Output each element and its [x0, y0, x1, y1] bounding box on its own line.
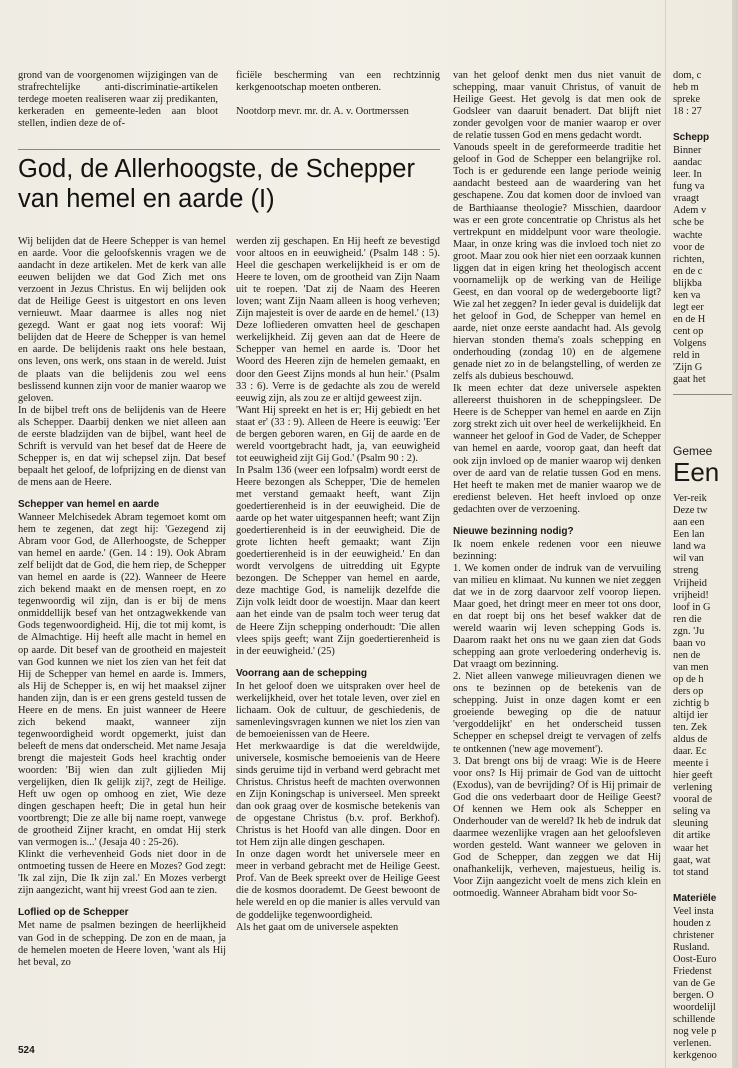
cropped-line: ten. Zek: [673, 722, 708, 734]
paragraph: In Psalm 136 (weer een lofpsalm) wordt eerst de Heere bezongen als Schepper, 'Die de hemelen met verstand gemaakt heeft, want Zijn goedertierenheid is in der eeuwigheid. Die de aarde op het water uitgespannen heeft; want Zijn goedertierenheid is in der eeuwigheid. Die de grote lichten heeft gemaakt; want Zijn goedertierenheid is in der eeuwigheid.' En dan wordt vervolgens de uitredding uit Egypte bezongen. De Schepper van hemel en aarde, deze machtige God, is namelijk dezelfde die Zijn volk leidt door de woestijn. Maar dan keert aan het einde van de psalm toch weer terug dat de Heere Zijn schepping onderhoudt: 'Die allen vlees spijs geeft; want Zijn goedertierenheid is in der eeuwigheid.' (25): [236, 464, 440, 657]
cropped-line: altijd ier: [673, 710, 708, 722]
cropped-line: sleuning: [673, 818, 709, 830]
subheading: Loflied op de Schepper: [18, 907, 129, 919]
paragraph: Ik meen echter dat deze universele aspekten allereerst thuishoren in de scheppingsleer. De Heere is de Schepper van hemel en aarde en Zijn zorg strekt zich uit over heel de werkelijkheid. En wanneer het geloof in God de Vader, de Schepper van hemel en aarde, voorop gaat, dan heeft dat ook zijn invloed op de manier waarop wij denken over de aard van de relatie tussen God en mens. Het heeft te maken met de manier waarop we de eredienst beleven. Het heeft invloed op onze gedachten over de verzoening.: [453, 383, 661, 515]
cropped-line: nog vele p: [673, 1026, 717, 1038]
cropped-line: bergen. O: [673, 990, 714, 1001]
paragraph: Als het gaat om de universele aspekten: [236, 921, 399, 933]
cropped-line: zgn. 'Ju: [673, 625, 705, 637]
article-column-3: [453, 70, 661, 1066]
cropped-line: spreke: [673, 94, 701, 106]
cropped-line: streng: [673, 565, 699, 577]
cropped-line: cent op: [673, 325, 704, 337]
cropped-line: tot stand: [673, 866, 709, 878]
cropped-line: blijkba: [673, 277, 702, 289]
paragraph: Met name de psalmen bezingen de heerlijkheid van God in de schepping. De zon en de maan, ja de hemelen moeten de Heere loven, 'want als Hij het beval, zo: [18, 920, 226, 968]
continued-article-right: [236, 70, 440, 152]
paragraph: 3. Dat brengt ons bij de vraag: Wie is de Heere voor ons? Is Hij primair de God van de uittocht (Exodus), van de bevrijding? Of is Hij primair de God die ons vederbaart door de Heilige Geest? Of kennen we Hem ook als Schepper en Onderhouder van de wereld? Ik heb de indruk dat daarmee wezenlijke vragen aan het geloofsleven worden gesteld. Want wanneer we geloven in God de Schepper, dan zeggen we dat Hij onafhankelijk, verheven, majestueus, heilig is. Voor Zijn aangezicht voelt de mens zich klein en ootmoedig. Wanneer Abraham bidt voor So-: [453, 755, 661, 900]
subheading: Voorrang aan de schepping: [236, 667, 367, 679]
cropped-lines: [673, 906, 733, 1063]
cropped-lines: [673, 145, 733, 386]
subheading: Nieuwe bezinning nodig?: [453, 525, 574, 537]
paragraph: van het geloof denkt men dus niet vanuit de schepping, maar vanuit Christus, of vanuit de Heilige Geest. Het gevolg is dat men ook de Godsleer van daaruit benadert. Dat blijft niet zonder gevolgen voor de manier waarop er over de relatie tussen God en mens gedacht wordt.: [453, 70, 661, 142]
cropped-line: vraagt: [673, 193, 699, 205]
cropped-line: Oost-Euro: [673, 953, 717, 965]
cropped-line: Volgens: [673, 337, 707, 349]
cropped-line: voor de: [673, 241, 705, 253]
page-crop-edge: [732, 0, 738, 1068]
section-label: Gemee: [673, 444, 713, 459]
paragraph: 2. Niet alleen vanwege milieuvragen dienen we ons te bezinnen op de betekenis van de schepping. Juist in onze dagen komt er een groeiende beweging op die de natuur 'vergoddelijkt' en het onderscheid tussen Schepper en schepsel dreigt te vervagen of zelfs te ontkennen ('new age movement').: [453, 671, 661, 755]
cropped-line: richten,: [673, 253, 705, 265]
section-divider: [673, 394, 733, 395]
paragraph: Wanneer Melchisedek Abram tegemoet komt om hem te zegenen, dat zegt hij: 'Gezegend zij Abram voor God, de Allerhoogste, de Schepper van hemel en aarde.' (Gen. 14 : 19). Ook Abram zelf belijdt dat de God, die hem riep, de Schepper van hemel en aarde is (22). Wanneer de Heere zich bekend maakt en de mensen roept, en zo tegenwoordig wil zijn, dan is er bij de mens onmiddellijk besef van het ontzagwekkende van Gods tegenwoordigheid. Hij, die tot mij komt, is de Almachtige. Hij heeft alle macht in hemel en op aarde. Dit besef van de grootheid en majesteit van God kunnen we niet los zien van het feit dat Hij de Schepper van hemel en aarde is. Immers, als Hij de Schepper is, en wij het maaksel zijner handen zijn, dan is er een grens gesteld tussen de Heere en de mens. En juist wanneer de Heere zich bekend maakt, wanneer zijn tegenwoordigheid wordt opgemerkt, juist dan beleeft de mens dat onderscheid. Met name Jesaja brengt die majesteit Gods heel krachtig onder woorden: 'Bij wien dan zult gijlieden Mij vergelijken, dien Ik gelijk zij?, zegt de Heilige. Heft uw ogen op omhoog en ziet, Wie deze dingen geschapen heeft; Die in getal hun heir voortbrengt; Die ze alle bij name roept, vanwege de grootheid Zijner kracht, en omdat Hij sterk van vermogen is...' (Jesaja 40 : 25-26).: [18, 511, 226, 849]
cropped-line: daar. Ec: [673, 746, 707, 758]
cropped-line: aandac: [673, 157, 702, 169]
cropped-line: en de H: [673, 313, 706, 325]
paragraph: In het geloof doen we uitspraken over heel de werkelijkheid, over het totale leven, over ziel en lichaam. Ook de cultuur, de geschiedenis, de samenlevingsvragen kunnen we niet los zien van de bemoeienissen van de Heere.: [236, 680, 440, 740]
paragraph: Het merkwaardige is dat die wereldwijde, universele, kosmische bemoeienis van de Heere sinds geruime tijd in verband werd gebracht met Christus. Christus heeft de machten overwonnen en Zijn Koningschap is universeel. Men spreekt dan ook graag over de kosmische betekenis van de opgestane Christus (b.v. prof. Berkhof). Christus is het Hoofd van alle dingen. Door en tot Hem zijn alle dingen geschapen.: [236, 740, 440, 849]
cropped-line: verlening: [673, 782, 713, 794]
cropped-line: vrijheid!: [673, 589, 709, 601]
cropped-line: Een lan: [673, 529, 705, 541]
article-title: God, de Allerhoogste, de Schepper van hemel en aarde (I): [18, 155, 415, 213]
paragraph: Deze lofliederen omvatten heel de geschapen werkelijkheid. Zij geven aan dat de Heere de Schepper van hemel en aarde is. 'Door het Woord des Heeren zijn de hemelen gemaakt, en door den Geest Zijns monds al hun heir.' (Psalm 33 : 6). Verre is de gedachte als zou de wereld eeuwig zijn, als zou ze er altijd geweest zijn.: [236, 320, 440, 404]
subheading: Schepper van hemel en aarde: [18, 498, 160, 510]
subheading: Materiële: [673, 892, 717, 904]
cropped-line: schillende: [673, 1014, 716, 1026]
cropped-line: wachte: [673, 229, 703, 241]
cropped-line: ders op: [673, 685, 704, 697]
cropped-line: ken va: [673, 289, 701, 301]
cropped-line: reld in: [673, 349, 700, 361]
cropped-line: Friedenst: [673, 965, 712, 977]
cropped-line: Ver-reik: [673, 493, 707, 505]
cropped-line: 18 : 27: [673, 106, 702, 118]
cropped-line: leer. In: [673, 169, 702, 181]
cropped-line: zichtig b: [673, 697, 710, 709]
cropped-lines: [673, 70, 733, 118]
paragraph: Ik noem enkele redenen voor een nieuwe bezinning:: [453, 538, 661, 562]
cropped-line: gaat, wat: [673, 854, 711, 866]
paragraph: Wij belijden dat de Heere Schepper is van hemel en aarde. Voor die geloofskennis vragen we de aandacht in deze artikelen. Met de kerk van alle eeuwen belijden we dat God Zich met ons verzoent in Jezus Christus. En wij belijden ook dat de Heilige Geest is uitgestort en ons leven vernieuwt. Maar daarmee is alles nog niet gezegd. Want er gaat nog iets vooraf: Wij belijden dat de Heere de Schepper is van hemel en aarde. De belijdenis raakt ons hele bestaan, ons leven, ons werk, ons staan in de wereld. Juist de plaats van die belijdenis zou wel eens beslissend kunnen zijn voor de manier waarop we geloven.: [18, 236, 226, 404]
cropped-line: land wa: [673, 541, 706, 553]
cropped-line: seling va: [673, 806, 711, 818]
paragraph: Vanouds speelt in de gereformeerde traditie het geloof in God de Schepper een belangrijke rol. Toch is er gedurende een lange periode weinig aandacht besteed aan de waardering van het geschapene. Zou dat komen door de invloed van de Barthiaanse theologie? Misschien, daardoor was er een grote concentratie op Christus als het vertrekpunt en middelpunt voor ware theologie. Maar, in onze kring was die invloed toch niet zo groot. Maar zou ook hier niet een oorzaak kunnen liggen dat in eigen kring het theologisch accent voornamelijk op de werking van de Heilige Geest, en dan vooral op de wedergeboorte ligt? Wie zal het zeggen? In ieder geval is duidelijk dat het geloof in God, de Schepper van hemel en aarde, niet onze eerste aandacht had. Als gevolg hiervan stonden thema's zoals schepping en onderhouding (zondag 10) en de algemene genade niet zo in de belangstelling, of werden ze zelfs als dubieus beschouwd.: [453, 142, 661, 383]
cropped-line: Binner: [673, 145, 702, 157]
cropped-line: 'Zijn G: [673, 362, 703, 374]
cropped-line: Veel insta: [673, 905, 714, 917]
cropped-line: Adem v: [673, 205, 707, 217]
cropped-line: heb m: [673, 82, 699, 94]
paragraph: 'Want Hij spreekt en het is er; Hij gebiedt en het staat er' (33 : 9). Alleen de Heere is eeuwig: 'Eer de bergen geboren waren, en Gij de aarde en de wereld voortgebracht hadt, ja, van eeuwigheid tot eeuwigheid zijt Gij God.' (Psalm 90 : 2).: [236, 404, 440, 464]
cropped-line: Deze tw: [673, 505, 708, 517]
cropped-line: legt eer: [673, 301, 704, 313]
cropped-line: kerkgenoo: [673, 1050, 717, 1062]
cropped-line: op de h: [673, 673, 704, 685]
cropped-line: wil van: [673, 553, 704, 565]
cropped-line: waar het: [673, 842, 709, 854]
cropped-line: nen de: [673, 649, 701, 661]
paragraph: 1. We komen onder de indruk van de vervuiling van milieu en klimaat. Nu kunnen we niet zeggen dat we in de zorg daarvoor zelf voorop liepen. Maar goed, het dringt meer en meer tot ons door, en dat roept bij ons het besef wakker dat de wereld waarin wij leven schepping Gods is. Daarom raakt het ons nu we gaan zien dat Gods schepping aan grote verloedering onderhevig is. Dat vraagt om bezinning.: [453, 562, 661, 671]
paragraph: werden zij geschapen. En Hij heeft ze bevestigd voor altoos en in eeuwigheid.' (Psalm 148 : 5). Heel die geschapen werkelijkheid is er om de Heere te loven, om de grootheid van Zijn Naam uit te roepen. 'Dat zij de Naam des Heeren loven; want Zijn Naam alleen is hoog verheven; Zijn majesteit is over de aarde en de hemel.' (13): [236, 236, 440, 320]
continued-article-left: [18, 70, 218, 152]
cropped-line: gaat het: [673, 374, 706, 386]
cropped-line: baan vo: [673, 637, 706, 649]
cropped-line: houden z: [673, 917, 711, 929]
continued-article-ending: ficiële bescherming van een rechtzinnig kerkgenootschap moeten ontberen.: [236, 70, 440, 94]
article-column-1: [18, 236, 226, 1066]
cropped-line: van de Ge: [673, 977, 716, 989]
column-gutter: [665, 0, 666, 1068]
cropped-line: loof in G: [673, 601, 711, 613]
paragraph: Klinkt die verhevenheid Gods niet door in de ontmoeting tussen de Heere en Mozes? God zegt: 'Ik zal zijn, Die Ik zijn zal.' En Mozes verbergt zijn aangezicht, want hij vreest God aan te zien.: [18, 849, 226, 897]
article-column-4-cropped: [673, 70, 733, 1066]
page-number: 524: [18, 1045, 35, 1056]
cropped-line: hier geeft: [673, 770, 713, 782]
cropped-line: woordelijl: [673, 1002, 716, 1014]
cropped-line: aldus de: [673, 734, 708, 746]
cropped-line: vooral de: [673, 794, 712, 806]
cropped-line: Vrijheid: [673, 577, 708, 589]
cropped-line: dit artike: [673, 830, 711, 842]
cropped-line: Rusland.: [673, 941, 710, 953]
cropped-line: meente i: [673, 758, 709, 770]
cropped-line: verlenen.: [673, 1038, 712, 1050]
cropped-line: dom, c: [673, 70, 702, 81]
section-divider: [18, 149, 440, 150]
next-article-title: Een: [673, 457, 720, 488]
subheading: Schepp: [673, 132, 710, 144]
cropped-lines: [673, 493, 733, 879]
cropped-line: van men: [673, 661, 709, 673]
cropped-line: en de c: [673, 265, 703, 277]
article-signature: Nootdorp mevr. mr. dr. A. v. Oortmerssen: [236, 106, 409, 118]
cropped-line: aan een: [673, 517, 705, 529]
cropped-line: fung va: [673, 181, 705, 193]
paragraph: In de bijbel treft ons de belijdenis van de Heere als Schepper. Daarbij denken we niet alleen aan de eerste bladzijden van de bijbel, want heel de Schrift is vervuld van het besef dat de Heere de Schepper is, en dat wij schepsel zijn. Dat besef bepaalt het geloof, de lofprijzing en de dienst van de mens aan de Heere.: [18, 404, 226, 488]
continued-article-text: grond van de voorgenomen wijzigingen van de strafrechtelijke anti-discriminatie-artikelen terdege moeten realiseren waar zij predikanten, kerkeraden en gemeente-leden aan bloot stellen, indien deze de of-: [18, 70, 218, 130]
cropped-line: sche be: [673, 217, 704, 229]
paragraph: In onze dagen wordt het universele meer en meer in verband gebracht met de Heilige Geest. Prof. Van de Beek spreekt over de Heilige Geest die de kosmos doorademt. De Geest bewoont de hele wereld en op die manier is alles vervuld van de goddelijke tegenwoordigheid.: [236, 849, 440, 921]
article-column-2: [236, 236, 440, 1066]
cropped-line: christener: [673, 929, 714, 941]
cropped-line: ren die: [673, 613, 702, 625]
